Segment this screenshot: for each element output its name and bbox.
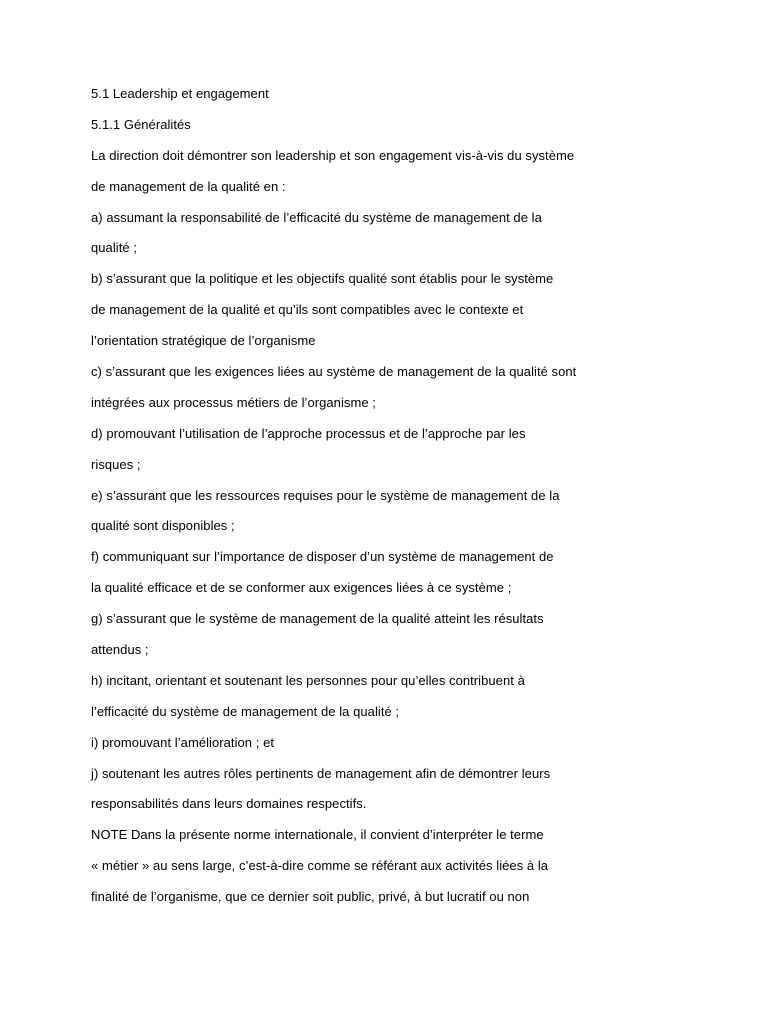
list-item-j-continued: responsabilités dans leurs domaines respectifs. <box>91 796 367 812</box>
note-line: « métier » au sens large, c’est-à-dire comme se référant aux activités liées à la <box>91 858 549 874</box>
list-item-d-continued: risques ; <box>91 456 141 472</box>
list-item-g: g) s’assurant que le système de management de la qualité atteint les résultats <box>91 611 544 627</box>
list-item-j: j) soutenant les autres rôles pertinents de management afin de démontrer leurs <box>91 765 551 781</box>
subsection-heading: 5.1.1 Généralités <box>91 116 191 132</box>
list-item-h: h) incitant, orientant et soutenant les personnes pour qu’elles contribuent à <box>91 672 525 688</box>
list-item-b-continued: l’orientation stratégique de l’organisme <box>91 333 316 349</box>
paragraph-line: de management de la qualité en : <box>91 178 286 194</box>
list-item-e: e) s’assurant que les ressources requises pour le système de management de la <box>91 487 560 503</box>
list-item-a: a) assumant la responsabilité de l’efficacité du système de management de la <box>91 209 542 225</box>
list-item-b-continued: de management de la qualité et qu’ils sont compatibles avec le contexte et <box>91 302 524 318</box>
document-body <box>91 83 691 917</box>
list-item-b: b) s’assurant que la politique et les objectifs qualité sont établis pour le système <box>91 271 554 287</box>
list-item-i: i) promouvant l’amélioration ; et <box>91 734 275 750</box>
list-item-c: c) s’assurant que les exigences liées au système de management de la qualité sont <box>91 364 577 380</box>
list-item-d: d) promouvant l’utilisation de l’approche processus et de l’approche par les <box>91 425 526 441</box>
list-item-h-continued: l’efficacité du système de management de la qualité ; <box>91 703 400 719</box>
paragraph-line: La direction doit démontrer son leadership et son engagement vis-à-vis du système <box>91 147 575 163</box>
list-item-g-continued: attendus ; <box>91 642 149 658</box>
list-item-f: f) communiquant sur l’importance de disposer d’un système de management de <box>91 549 554 565</box>
list-item-c-continued: intégrées aux processus métiers de l’organisme ; <box>91 394 376 410</box>
note-line: finalité de l’organisme, que ce dernier soit public, privé, à but lucratif ou non <box>91 889 530 905</box>
list-item-e-continued: qualité sont disponibles ; <box>91 518 235 534</box>
note-line: NOTE Dans la présente norme internationale, il convient d’interpréter le terme <box>91 827 544 843</box>
list-item-a-continued: qualité ; <box>91 240 137 256</box>
section-heading: 5.1 Leadership et engagement <box>91 86 269 101</box>
list-item-f-continued: la qualité efficace et de se conformer aux exigences liées à ce système ; <box>91 580 512 596</box>
